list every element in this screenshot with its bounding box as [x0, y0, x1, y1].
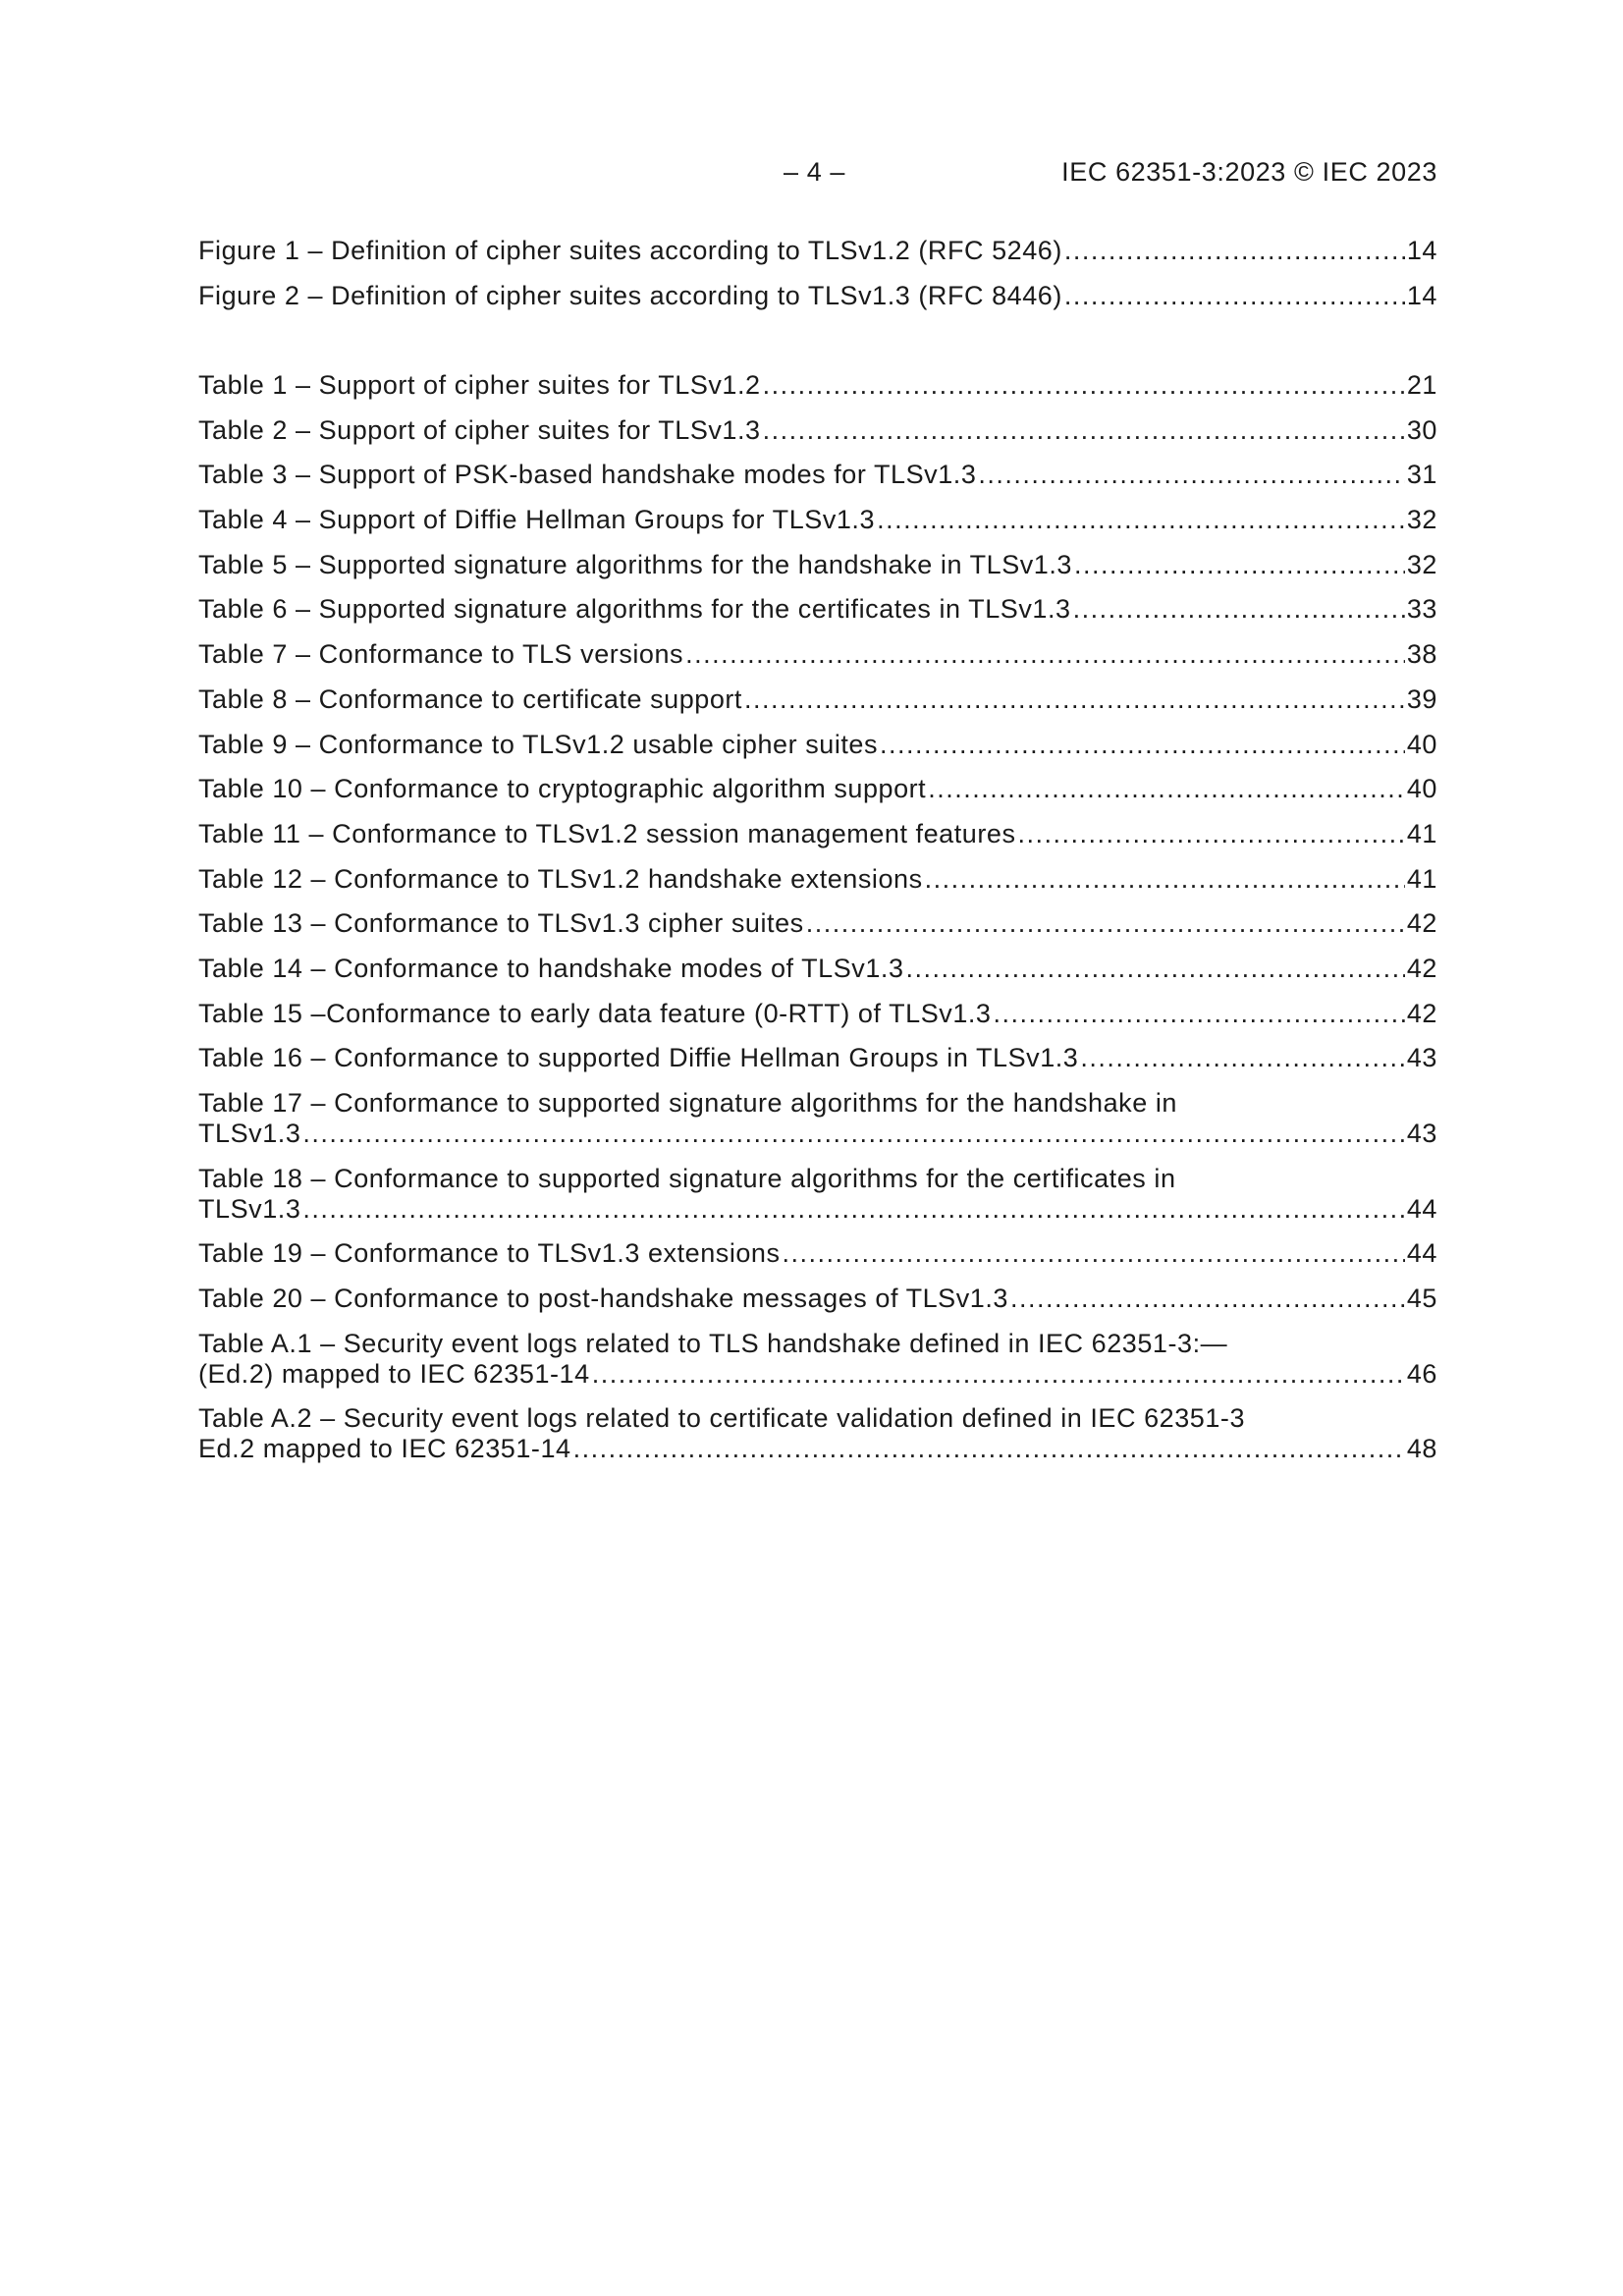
toc-entry-page: 44: [1406, 1238, 1437, 1269]
toc-entry-page: 46: [1406, 1358, 1437, 1389]
page-header: [198, 157, 1437, 196]
toc-entry-page: 40: [1406, 729, 1437, 759]
toc-entry-label-continued: TLSv1.3: [198, 1193, 301, 1224]
toc-entry-label: Table 15 –Conformance to early data feature (0-RTT) of TLSv1.3: [198, 998, 992, 1028]
toc-entry-table-20[interactable]: [198, 1284, 1437, 1314]
dot-leader: [978, 460, 1404, 490]
toc-entry-label: Table 13 – Conformance to TLSv1.3 cipher suites: [198, 908, 804, 939]
dot-leader: [880, 730, 1405, 760]
toc-entry-table-5[interactable]: [198, 550, 1437, 580]
toc-entry-page: 14: [1406, 236, 1437, 265]
toc-entry-table-6[interactable]: [198, 594, 1437, 625]
toc-entry-page: 21: [1406, 370, 1437, 400]
toc-entry-label: Table 2 – Support of cipher suites for TLSv1.3: [198, 414, 761, 445]
toc-entry-label: Figure 2 – Definition of cipher suites according to TLSv1.3 (RFC 8446): [198, 280, 1062, 310]
toc-entry-page: 44: [1406, 1193, 1437, 1224]
toc-entry-page: 40: [1406, 774, 1437, 804]
toc-entry-label: Table 4 – Support of Diffie Hellman Groups for TLSv1.3: [198, 505, 876, 535]
dot-leader: [763, 370, 1405, 401]
toc-entry-label: Table 9 – Conformance to TLSv1.2 usable cipher suites: [198, 729, 879, 759]
toc-entry-table-18[interactable]: [198, 1164, 1437, 1225]
toc-entry-table-2[interactable]: [198, 415, 1437, 446]
document-reference: IEC 62351-3:2023 © IEC 2023: [1061, 157, 1437, 187]
dot-leader: [877, 505, 1405, 535]
dot-leader: [1010, 1284, 1405, 1314]
toc-entry-table-15[interactable]: [198, 999, 1437, 1029]
dot-leader: [302, 1194, 1404, 1225]
dot-leader: [928, 774, 1405, 804]
toc-entry-page: 48: [1406, 1434, 1437, 1464]
toc-entry-label: Table 16 – Conformance to supported Diffie Hellman Groups in TLSv1.3: [198, 1043, 1079, 1073]
dot-leader: [1074, 550, 1405, 580]
toc-entry-label-continued: (Ed.2) mapped to IEC 62351-14: [198, 1358, 590, 1389]
toc-entry-label: Table 11 – Conformance to TLSv1.2 session management features: [198, 818, 1016, 848]
toc-entry-page: 14: [1406, 280, 1437, 310]
toc-entry-label-continued: Ed.2 mapped to IEC 62351-14: [198, 1434, 571, 1464]
toc-entry-label: Table 14 – Conformance to handshake modes of TLSv1.3: [198, 953, 904, 983]
toc-entry-page: 45: [1406, 1284, 1437, 1314]
toc-entry-page: 30: [1406, 414, 1437, 445]
toc-entry-table-16[interactable]: [198, 1043, 1437, 1073]
toc-entry-label: Table 18 – Conformance to supported signature algorithms for the certificates in: [198, 1163, 1176, 1193]
toc-entry-label: Table 10 – Conformance to cryptographic algorithm support: [198, 774, 927, 804]
list-of-figures: [198, 236, 1437, 325]
toc-entry-label: Figure 1 – Definition of cipher suites according to TLSv1.2 (RFC 5246): [198, 236, 1062, 265]
toc-entry-page: 32: [1406, 505, 1437, 535]
toc-entry-table-a2[interactable]: [198, 1403, 1437, 1464]
toc-entry-table-7[interactable]: [198, 639, 1437, 670]
toc-entry-page: 42: [1406, 998, 1437, 1028]
toc-entry-table-19[interactable]: [198, 1238, 1437, 1269]
toc-entry-table-10[interactable]: [198, 774, 1437, 804]
toc-entry-page: 42: [1406, 908, 1437, 939]
toc-entry-label: Table 5 – Supported signature algorithms for the handshake in TLSv1.3: [198, 549, 1072, 579]
toc-entry-label: Table 20 – Conformance to post-handshake messages of TLSv1.3: [198, 1284, 1008, 1314]
toc-entry-table-1[interactable]: [198, 370, 1437, 401]
toc-entry-table-3[interactable]: [198, 460, 1437, 490]
toc-entry-table-8[interactable]: [198, 684, 1437, 715]
toc-entry-page: 42: [1406, 953, 1437, 983]
toc-entry-page: 39: [1406, 683, 1437, 714]
toc-entry-label: Table A.2 – Security event logs related to certificate validation defined in IEC 62351-3: [198, 1403, 1246, 1434]
toc-entry-label: Table 19 – Conformance to TLSv1.3 extensions: [198, 1238, 781, 1269]
dot-leader: [685, 639, 1405, 670]
toc-entry-label: Table 3 – Support of PSK-based handshake modes for TLSv1.3: [198, 460, 977, 490]
toc-entry-label-continued: TLSv1.3: [198, 1119, 301, 1148]
page-number: – 4 –: [784, 157, 846, 187]
dot-leader: [573, 1434, 1405, 1464]
toc-entry-page: 32: [1406, 549, 1437, 579]
toc-entry-table-a1[interactable]: [198, 1329, 1437, 1390]
list-of-tables: [198, 370, 1437, 1479]
toc-entry-table-9[interactable]: [198, 730, 1437, 760]
toc-entry-label: Table 6 – Supported signature algorithms for the certificates in TLSv1.3: [198, 594, 1071, 625]
dot-leader: [744, 684, 1405, 715]
toc-entry-page: 41: [1406, 818, 1437, 848]
toc-entry-table-4[interactable]: [198, 505, 1437, 535]
toc-entry-label: Table 7 – Conformance to TLS versions: [198, 639, 684, 670]
toc-entry-page: 43: [1406, 1043, 1437, 1073]
dot-leader: [806, 908, 1405, 939]
toc-entry-label: Table 1 – Support of cipher suites for TLSv1.2: [198, 370, 761, 400]
toc-entry-table-12[interactable]: [198, 864, 1437, 895]
dot-leader: [906, 954, 1405, 984]
dot-leader: [763, 415, 1405, 446]
toc-entry-table-14[interactable]: [198, 954, 1437, 984]
dot-leader: [592, 1359, 1405, 1390]
toc-entry-label: Table 8 – Conformance to certificate support: [198, 683, 742, 714]
toc-entry-page: 33: [1406, 594, 1437, 625]
toc-entry-page: 31: [1406, 460, 1437, 490]
dot-leader: [994, 999, 1405, 1029]
dot-leader: [1018, 819, 1405, 849]
toc-entry-label: Table A.1 – Security event logs related to TLS handshake defined in IEC 62351-3:—: [198, 1328, 1228, 1358]
toc-entry-label: Table 12 – Conformance to TLSv1.2 handshake extensions: [198, 863, 923, 894]
toc-entry-table-17[interactable]: [198, 1088, 1437, 1149]
dot-leader: [1073, 594, 1405, 625]
dot-leader: [1080, 1043, 1404, 1073]
toc-entry-table-13[interactable]: [198, 908, 1437, 939]
dot-leader: [925, 864, 1405, 895]
dot-leader: [1064, 281, 1405, 311]
toc-entry-page: 38: [1406, 639, 1437, 670]
dot-leader: [1064, 236, 1405, 266]
dot-leader: [302, 1119, 1404, 1149]
dot-leader: [783, 1238, 1405, 1269]
toc-entry-label: Table 17 – Conformance to supported signature algorithms for the handshake in: [198, 1088, 1177, 1118]
toc-entry-page: 41: [1406, 863, 1437, 894]
toc-entry-table-11[interactable]: [198, 819, 1437, 849]
toc-entry-figure-1[interactable]: [198, 236, 1437, 266]
toc-entry-figure-2[interactable]: [198, 281, 1437, 311]
toc-entry-page: 43: [1406, 1119, 1437, 1148]
